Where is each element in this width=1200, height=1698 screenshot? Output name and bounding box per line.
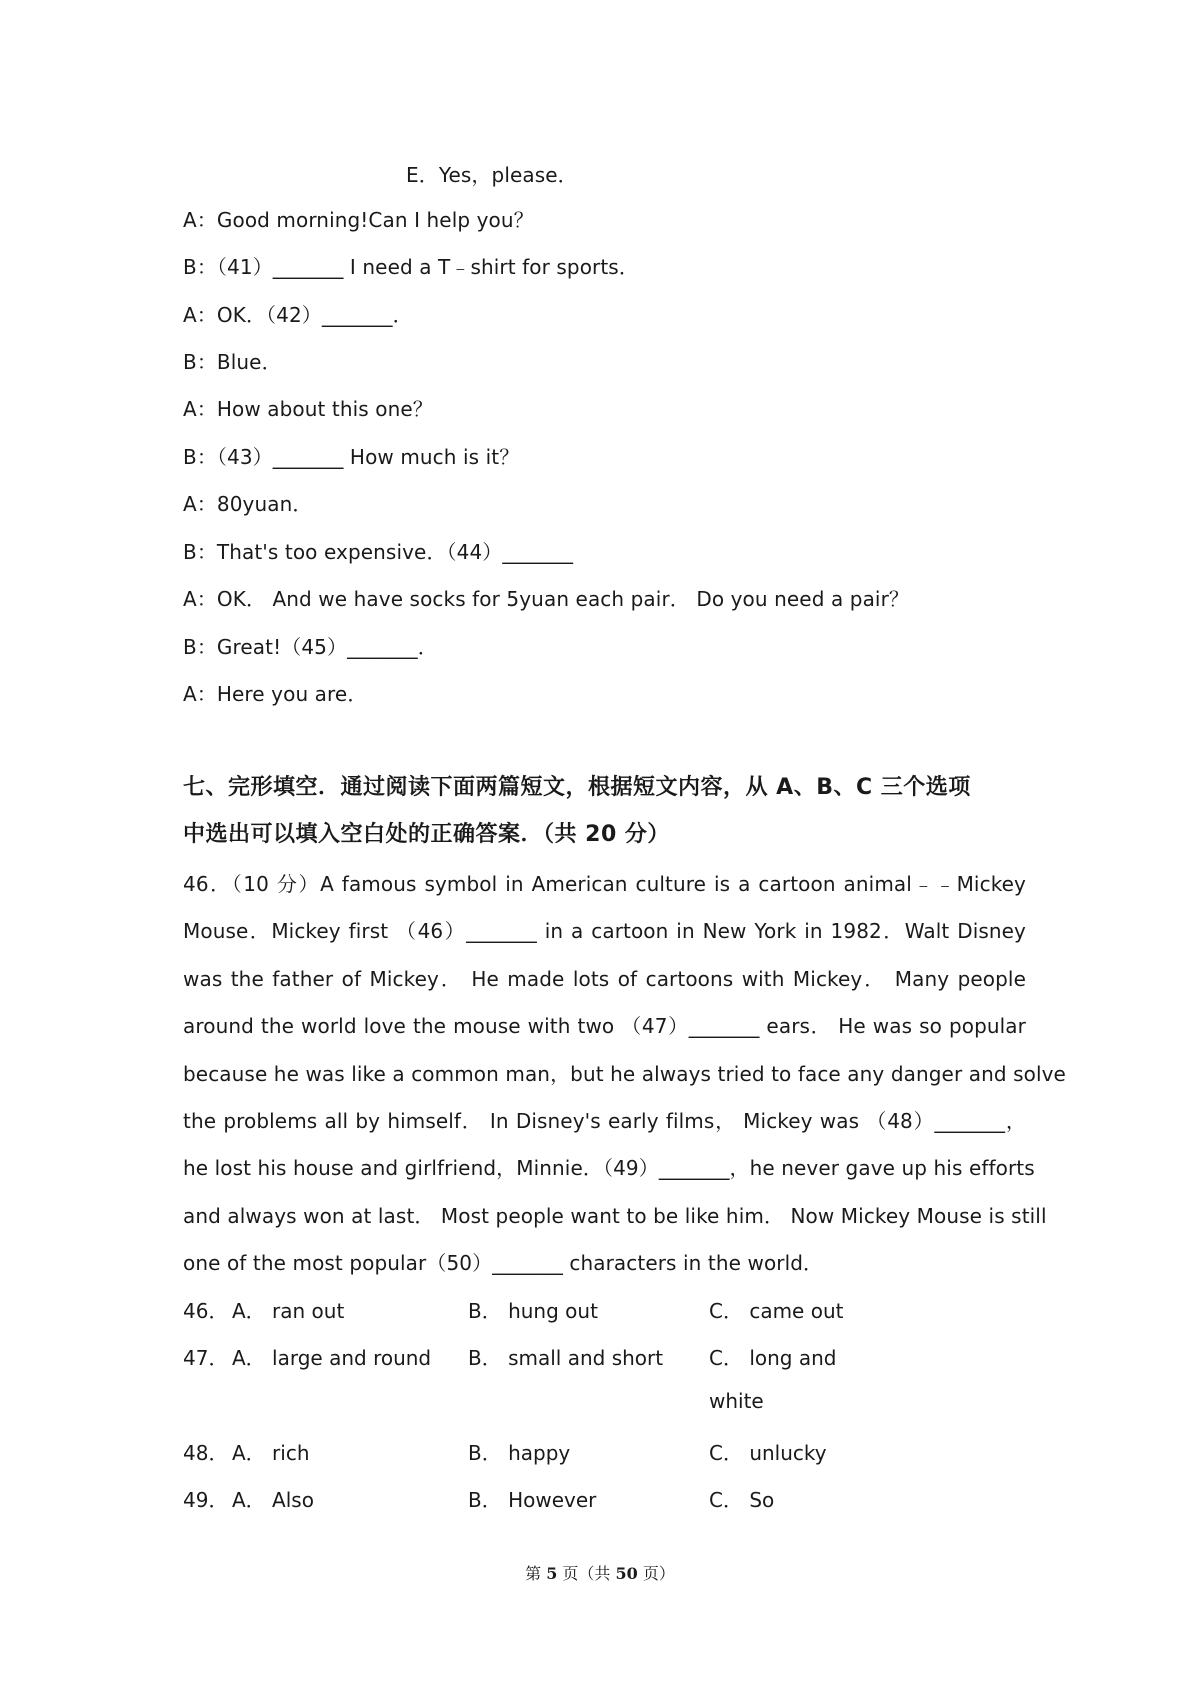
dialogue-line: B：（43）_______ How much is it？	[183, 445, 520, 469]
footer-total-pages: 50	[615, 1564, 638, 1583]
section-heading: 七、完形填空．通过阅读下面两篇短文，根据短文内容，从 A、B、C 三个选项	[183, 775, 971, 800]
option-a: A． rich	[232, 1441, 310, 1465]
passage-line: was the father of Mickey． He made lots of cartoons with Mickey． Many people	[183, 967, 1026, 991]
dialogue-line: A：OK． And we have socks for 5yuan each pair． Do you need a pair？	[183, 587, 910, 611]
passage-line: because he was like a common man，but he always tried to face any danger and solve	[183, 1062, 1066, 1086]
footer-page-number: 5	[546, 1564, 558, 1583]
passage-line: Mouse．Mickey first （46）_______ in a cartoon in New York in 1982．Walt Disney	[183, 919, 1026, 943]
option-b: B． happy	[468, 1441, 571, 1465]
option-c: C． came out	[709, 1299, 844, 1323]
option-a: A． ran out	[232, 1299, 345, 1323]
option-c: C． long and	[709, 1346, 837, 1370]
option-c-continued: white	[709, 1389, 764, 1413]
option-b: B． hung out	[468, 1299, 598, 1323]
option-c: C． unlucky	[709, 1441, 827, 1465]
option-b: B． small and short	[468, 1346, 664, 1370]
footer-suffix: 页）	[637, 1564, 675, 1583]
dialogue-line: B：Blue．	[183, 350, 282, 374]
passage-line: and always won at last． Most people want to be like him． Now Mickey Mouse is still	[183, 1204, 1047, 1228]
passage-line: the problems all by himself． In Disney's early films， Mickey was （48）_______，	[183, 1109, 1026, 1133]
passage-line: around the world love the mouse with two （47）_______ ears． He was so popular	[183, 1014, 1026, 1038]
dialogue-line: A：OK．（42）_______．	[183, 303, 413, 327]
dialogue-line: A：80yuan．	[183, 492, 313, 516]
option-number: 49．	[183, 1488, 229, 1512]
passage-line: 46．（10 分）A famous symbol in American culture is a cartoon animal﹣﹣Mickey	[183, 872, 1026, 896]
option-number: 47．	[183, 1346, 229, 1370]
option-number: 46．	[183, 1299, 229, 1323]
dialogue-option-e: E．Yes，please．	[406, 163, 578, 187]
option-a: A． large and round	[232, 1346, 432, 1370]
dialogue-line: A：Good morning!Can I help you？	[183, 208, 534, 232]
option-a: A． Also	[232, 1488, 314, 1512]
dialogue-line: A：Here you are．	[183, 682, 368, 706]
footer-middle: 页（共	[557, 1564, 616, 1583]
dialogue-line: B：Great!（45）_______．	[183, 635, 438, 659]
option-c: C． So	[709, 1488, 775, 1512]
section-heading: 中选出可以填入空白处的正确答案．（共 20 分）	[183, 822, 670, 847]
dialogue-line: A：How about this one？	[183, 397, 433, 421]
footer-prefix: 第	[525, 1564, 547, 1583]
page-footer	[0, 1561, 1200, 1584]
option-number: 48．	[183, 1441, 229, 1465]
dialogue-line: B：（41）_______ I need a T﹣shirt for sports．	[183, 255, 639, 279]
passage-line: he lost his house and girlfriend，Minnie．（49）_______，he never gave up his efforts	[183, 1156, 1035, 1180]
option-b: B． However	[468, 1488, 597, 1512]
passage-line: one of the most popular（50）_______ characters in the world．	[183, 1251, 824, 1275]
dialogue-line: B：That's too expensive．（44）_______	[183, 540, 574, 564]
